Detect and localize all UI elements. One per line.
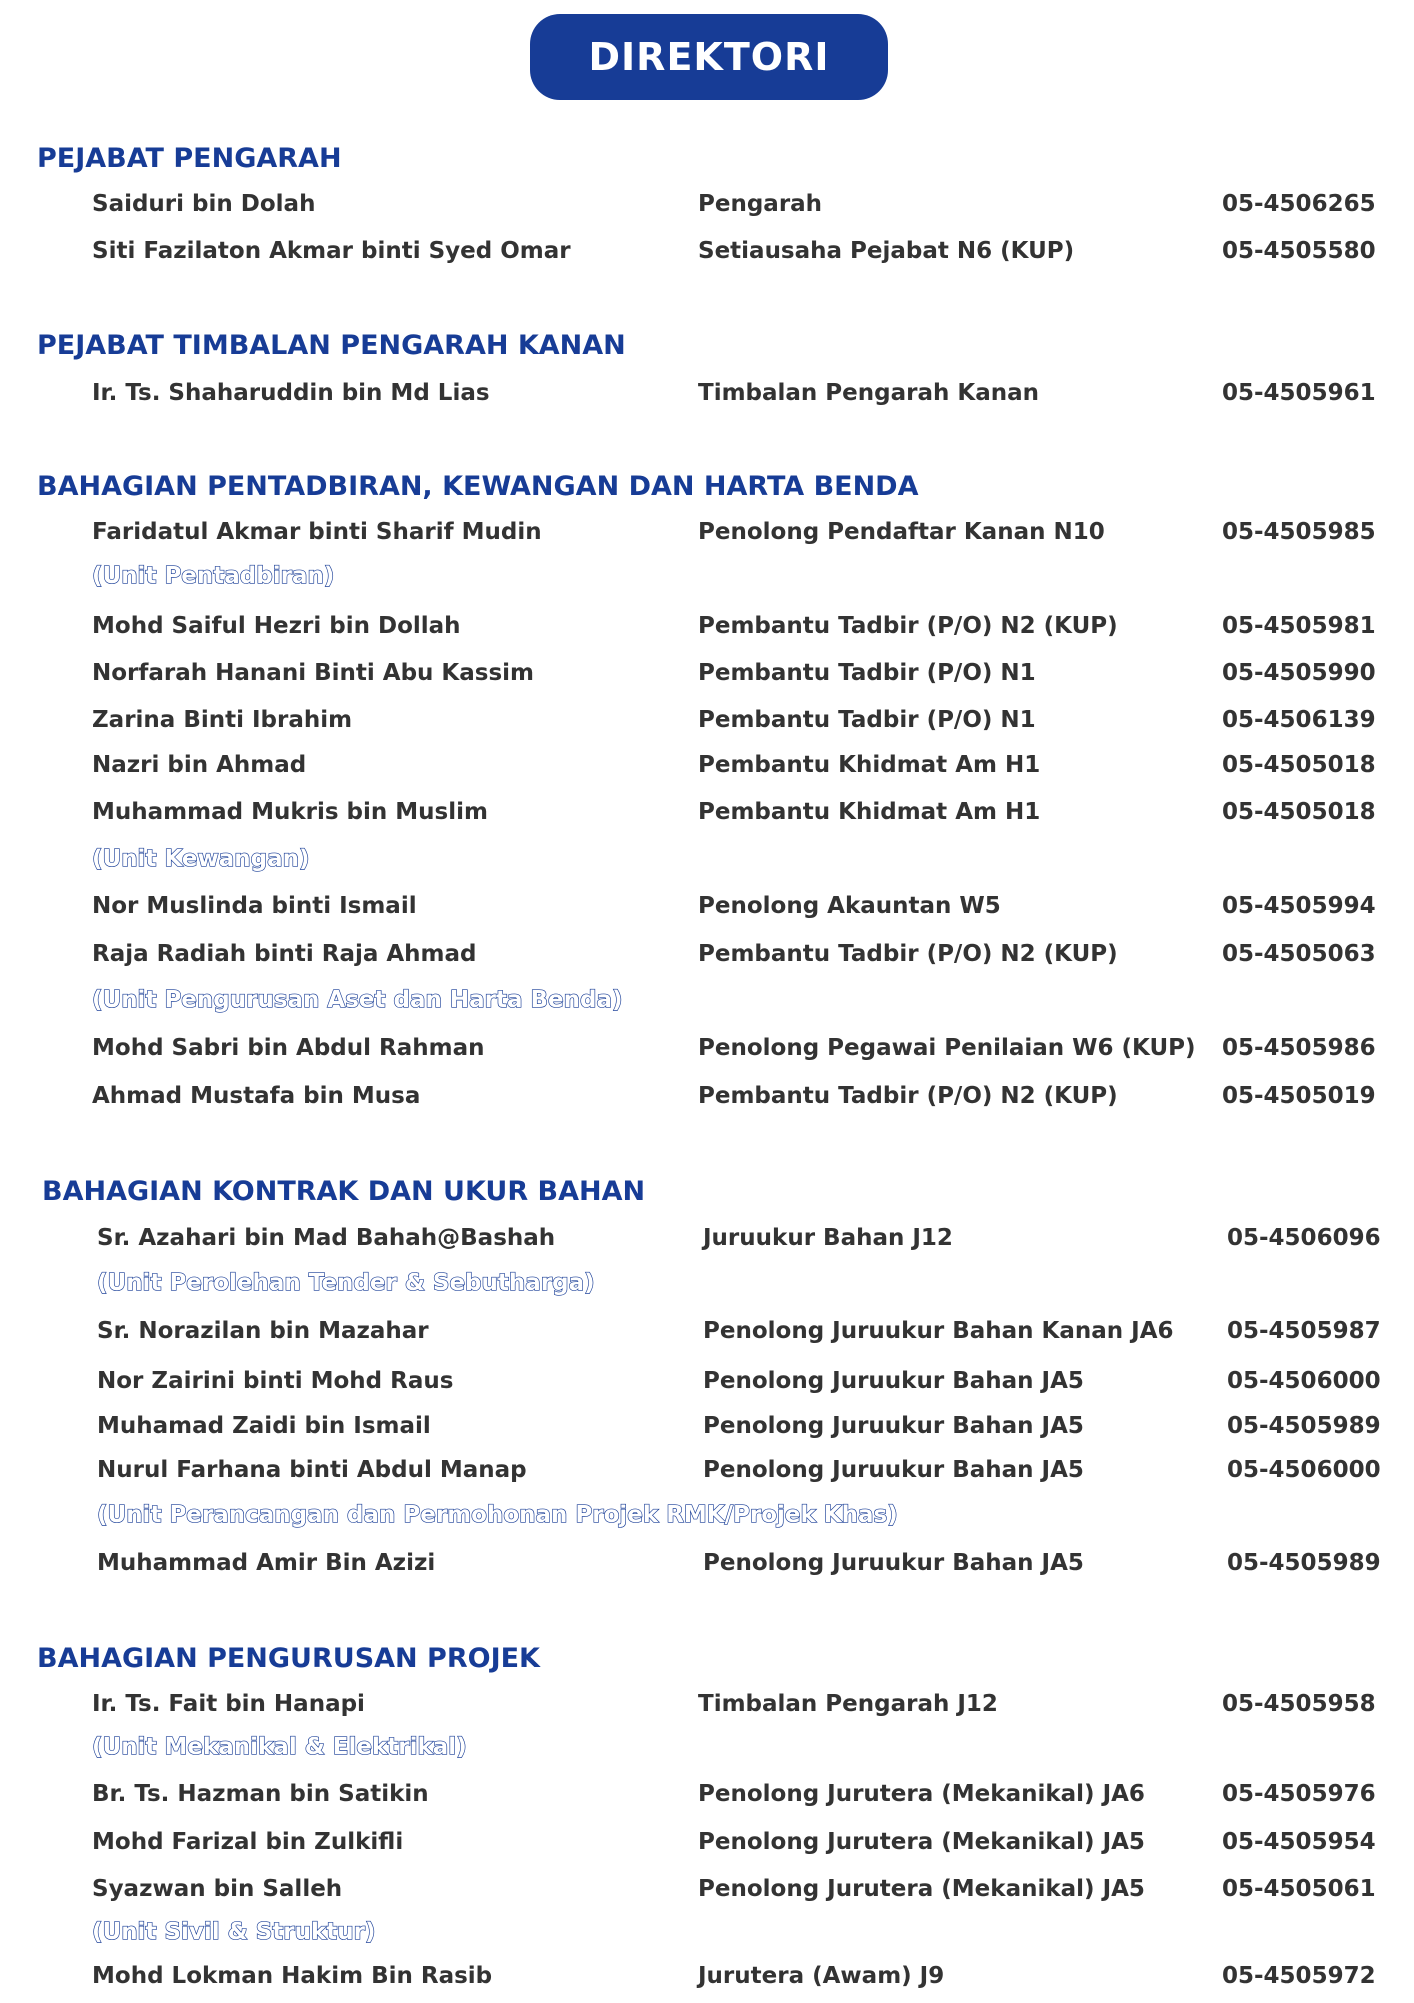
staff-role: Penolong Juruukur Bahan Kanan JA6 bbox=[703, 1318, 1174, 1344]
staff-role: Penolong Jurutera (Mekanikal) JA6 bbox=[698, 1781, 1145, 1807]
staff-name: Raja Radiah binti Raja Ahmad bbox=[92, 941, 477, 967]
staff-phone: 05-4505958 bbox=[1222, 1691, 1376, 1717]
staff-phone: 05-4505961 bbox=[1222, 380, 1376, 406]
staff-phone: 05-4505985 bbox=[1222, 519, 1376, 545]
section-title: PEJABAT PENGARAH bbox=[37, 143, 342, 174]
staff-phone: 05-4505019 bbox=[1222, 1083, 1376, 1109]
staff-role: Pembantu Tadbir (P/O) N2 (KUP) bbox=[698, 613, 1118, 639]
staff-row bbox=[0, 1083, 1414, 1123]
staff-name: Nurul Farhana binti Abdul Manap bbox=[97, 1457, 527, 1483]
staff-phone: 05-4506139 bbox=[1222, 707, 1376, 733]
staff-row bbox=[0, 941, 1414, 981]
staff-role: Penolong Jurutera (Mekanikal) JA5 bbox=[698, 1829, 1145, 1855]
staff-row bbox=[0, 1876, 1414, 1916]
staff-role: Pembantu Tadbir (P/O) N2 (KUP) bbox=[698, 1083, 1118, 1109]
staff-row bbox=[0, 191, 1414, 231]
staff-role: Pembantu Tadbir (P/O) N1 bbox=[698, 660, 1036, 686]
staff-phone: 05-4505954 bbox=[1222, 1829, 1376, 1855]
staff-row bbox=[0, 1035, 1414, 1075]
staff-phone: 05-4505976 bbox=[1222, 1781, 1376, 1807]
staff-phone: 05-4505981 bbox=[1222, 613, 1376, 639]
staff-row bbox=[0, 1963, 1414, 2003]
section-title: BAHAGIAN KONTRAK DAN UKUR BAHAN bbox=[42, 1176, 646, 1207]
staff-phone: 05-4505061 bbox=[1222, 1876, 1376, 1902]
staff-role: Pembantu Khidmat Am H1 bbox=[698, 799, 1041, 825]
section-title: BAHAGIAN PENGURUSAN PROJEK bbox=[37, 1643, 540, 1674]
staff-phone: 05-4505987 bbox=[1227, 1318, 1381, 1344]
staff-role: Penolong Jurutera (Mekanikal) JA5 bbox=[698, 1876, 1145, 1902]
staff-role: Penolong Juruukur Bahan JA5 bbox=[703, 1457, 1084, 1483]
staff-name: Mohd Saiful Hezri bin Dollah bbox=[92, 613, 461, 639]
staff-role: Timbalan Pengarah Kanan bbox=[698, 380, 1039, 406]
staff-row bbox=[0, 1829, 1414, 1869]
staff-row bbox=[0, 1318, 1414, 1358]
staff-name: Mohd Farizal bin Zulkifli bbox=[92, 1829, 404, 1855]
unit-label: (Unit Perancangan dan Permohonan Projek RMK/Projek Khas) bbox=[97, 1502, 898, 1528]
staff-role: Jurutera (Awam) J9 bbox=[698, 1963, 945, 1989]
staff-role: Pembantu Khidmat Am H1 bbox=[698, 752, 1041, 778]
staff-role: Pembantu Tadbir (P/O) N1 bbox=[698, 707, 1036, 733]
staff-name: Nor Muslinda binti Ismail bbox=[92, 893, 417, 919]
staff-name: Mohd Sabri bin Abdul Rahman bbox=[92, 1035, 485, 1061]
staff-row bbox=[0, 893, 1414, 933]
section-title: BAHAGIAN PENTADBIRAN, KEWANGAN DAN HARTA BENDA bbox=[37, 471, 919, 502]
staff-name: Syazwan bin Salleh bbox=[92, 1876, 343, 1902]
staff-role: Juruukur Bahan J12 bbox=[703, 1225, 953, 1251]
staff-name: Saiduri bin Dolah bbox=[92, 191, 316, 217]
staff-name: Ahmad Mustafa bin Musa bbox=[92, 1083, 421, 1109]
staff-row bbox=[0, 380, 1414, 420]
staff-name: Muhammad Amir Bin Azizi bbox=[97, 1550, 436, 1576]
staff-role: Pembantu Tadbir (P/O) N2 (KUP) bbox=[698, 941, 1118, 967]
staff-row bbox=[0, 519, 1414, 559]
staff-name: Nazri bin Ahmad bbox=[92, 752, 307, 778]
staff-row bbox=[0, 1457, 1414, 1497]
staff-name: Norfarah Hanani Binti Abu Kassim bbox=[92, 660, 534, 686]
staff-name: Ir. Ts. Fait bin Hanapi bbox=[92, 1691, 365, 1717]
staff-name: Sr. Norazilan bin Mazahar bbox=[97, 1318, 429, 1344]
staff-phone: 05-4505989 bbox=[1227, 1550, 1381, 1576]
staff-role: Penolong Juruukur Bahan JA5 bbox=[703, 1368, 1084, 1394]
staff-role: Setiausaha Pejabat N6 (KUP) bbox=[698, 238, 1075, 264]
unit-label: (Unit Kewangan) bbox=[92, 846, 310, 872]
staff-phone: 05-4505989 bbox=[1227, 1413, 1381, 1439]
staff-phone: 05-4506265 bbox=[1222, 191, 1376, 217]
staff-phone: 05-4505580 bbox=[1222, 238, 1376, 264]
staff-role: Penolong Pegawai Penilaian W6 (KUP) bbox=[698, 1035, 1196, 1061]
staff-row bbox=[0, 238, 1414, 278]
staff-name: Faridatul Akmar binti Sharif Mudin bbox=[92, 519, 542, 545]
staff-name: Nor Zairini binti Mohd Raus bbox=[97, 1368, 454, 1394]
unit-label: (Unit Pengurusan Aset dan Harta Benda) bbox=[92, 987, 623, 1013]
unit-label: (Unit Pentadbiran) bbox=[92, 563, 335, 589]
page-title: DIREKTORI bbox=[530, 14, 888, 100]
staff-role: Penolong Juruukur Bahan JA5 bbox=[703, 1413, 1084, 1439]
staff-phone: 05-4505018 bbox=[1222, 799, 1376, 825]
staff-role: Timbalan Pengarah J12 bbox=[698, 1691, 998, 1717]
staff-row bbox=[0, 613, 1414, 653]
unit-label: (Unit Perolehan Tender & Sebutharga) bbox=[97, 1270, 595, 1296]
staff-phone: 05-4505972 bbox=[1222, 1963, 1376, 1989]
staff-row bbox=[0, 1368, 1414, 1408]
staff-phone: 05-4505986 bbox=[1222, 1035, 1376, 1061]
staff-row bbox=[0, 752, 1414, 792]
staff-row bbox=[0, 707, 1414, 747]
staff-name: Muhammad Mukris bin Muslim bbox=[92, 799, 488, 825]
staff-name: Siti Fazilaton Akmar binti Syed Omar bbox=[92, 238, 571, 264]
staff-row bbox=[0, 1225, 1414, 1265]
unit-label: (Unit Sivil & Struktur) bbox=[92, 1919, 376, 1945]
header bbox=[0, 14, 1414, 102]
staff-phone: 05-4506000 bbox=[1227, 1368, 1381, 1394]
staff-row bbox=[0, 660, 1414, 700]
staff-name: Muhamad Zaidi bin Ismail bbox=[97, 1413, 431, 1439]
staff-name: Mohd Lokman Hakim Bin Rasib bbox=[92, 1963, 493, 1989]
staff-name: Zarina Binti Ibrahim bbox=[92, 707, 353, 733]
staff-name: Ir. Ts. Shaharuddin bin Md Lias bbox=[92, 380, 490, 406]
staff-phone: 05-4506000 bbox=[1227, 1457, 1381, 1483]
staff-phone: 05-4506096 bbox=[1227, 1225, 1381, 1251]
staff-phone: 05-4505994 bbox=[1222, 893, 1376, 919]
staff-role: Penolong Juruukur Bahan JA5 bbox=[703, 1550, 1084, 1576]
staff-row bbox=[0, 1550, 1414, 1590]
staff-row bbox=[0, 1781, 1414, 1821]
staff-row bbox=[0, 1691, 1414, 1731]
staff-name: Sr. Azahari bin Mad Bahah@Bashah bbox=[97, 1225, 556, 1251]
staff-role: Penolong Pendaftar Kanan N10 bbox=[698, 519, 1105, 545]
staff-phone: 05-4505990 bbox=[1222, 660, 1376, 686]
staff-name: Br. Ts. Hazman bin Satikin bbox=[92, 1781, 429, 1807]
staff-phone: 05-4505063 bbox=[1222, 941, 1376, 967]
staff-role: Pengarah bbox=[698, 191, 823, 217]
unit-label: (Unit Mekanikal & Elektrikal) bbox=[92, 1734, 467, 1760]
staff-row bbox=[0, 799, 1414, 839]
staff-row bbox=[0, 1413, 1414, 1453]
staff-role: Penolong Akauntan W5 bbox=[698, 893, 1001, 919]
section-title: PEJABAT TIMBALAN PENGARAH KANAN bbox=[37, 330, 626, 361]
staff-phone: 05-4505018 bbox=[1222, 752, 1376, 778]
